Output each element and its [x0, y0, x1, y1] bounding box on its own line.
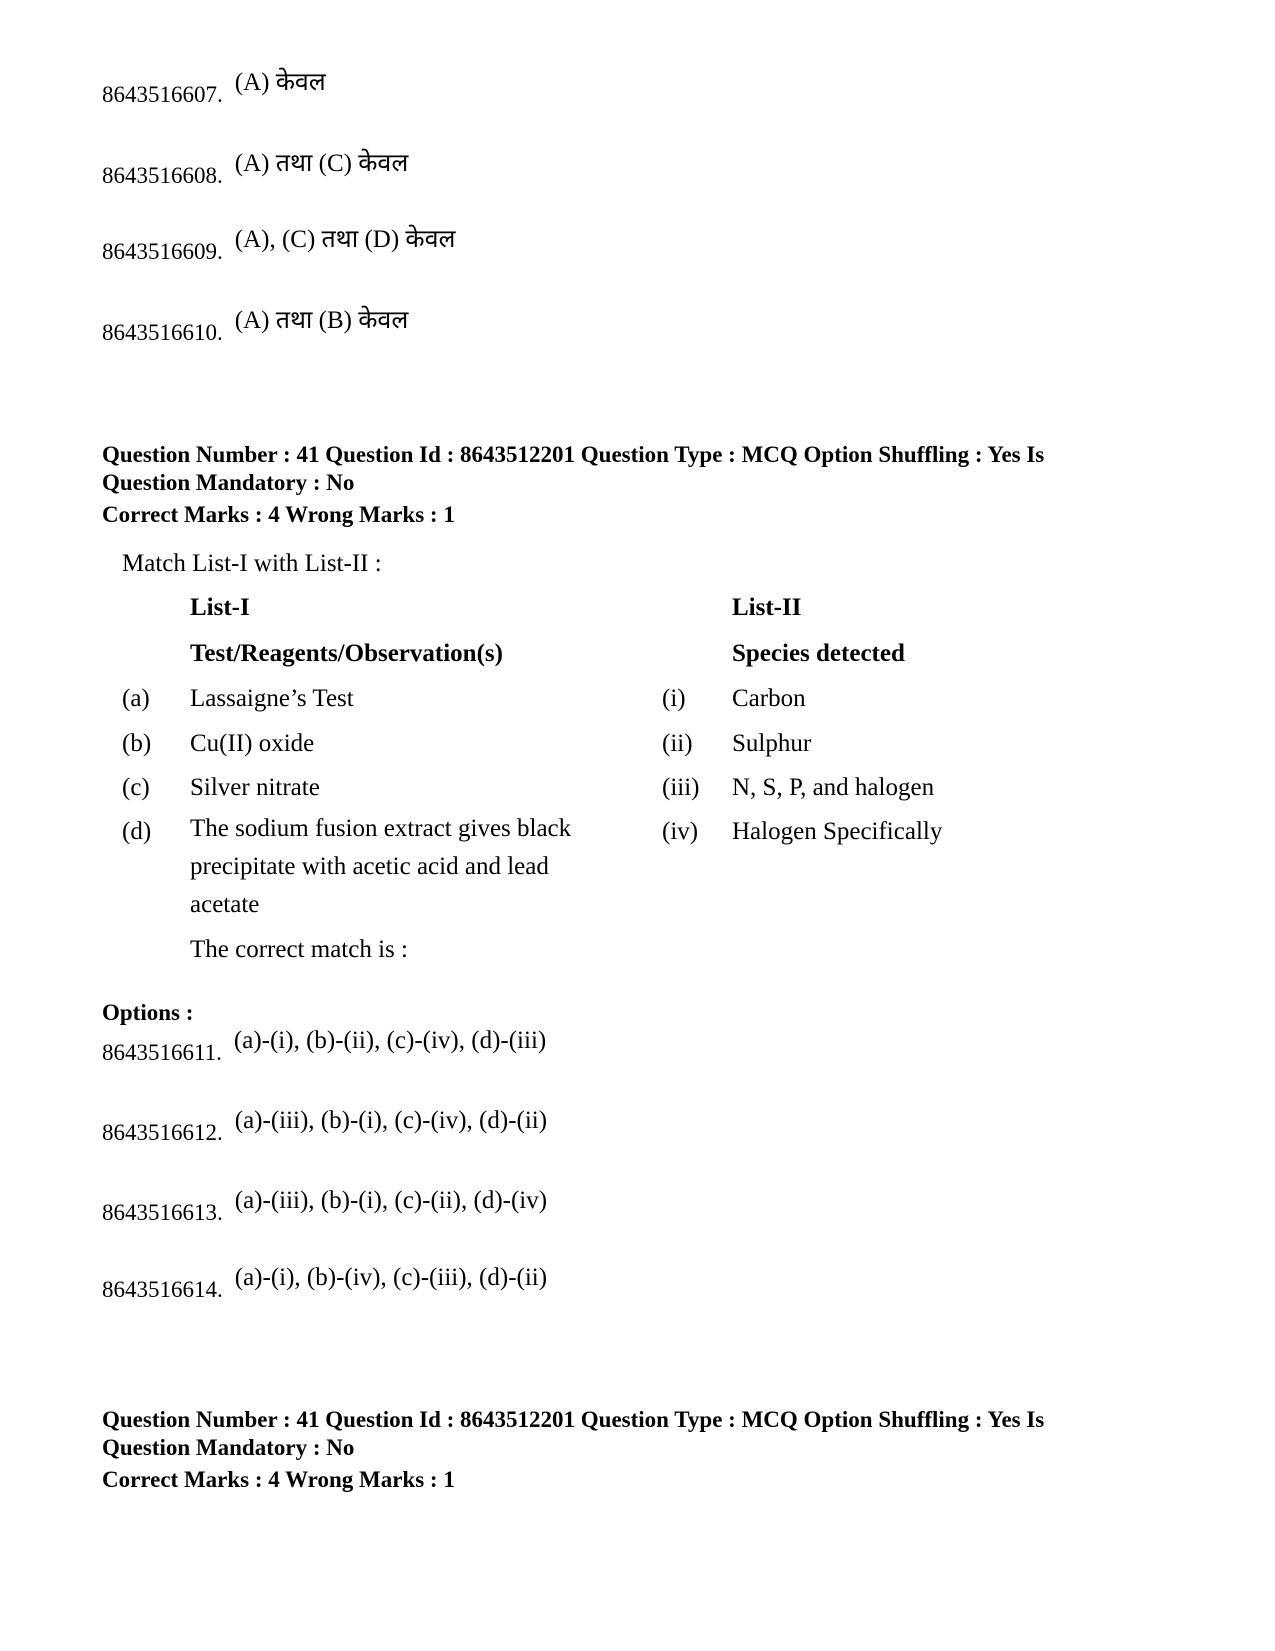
option-id: 8643516609.: [102, 239, 223, 264]
list1-label: (b): [122, 730, 152, 757]
option-id: 8643516608.: [102, 163, 223, 188]
question-mandatory-line: Question Mandatory : No: [102, 1435, 355, 1460]
list1-subtitle: Test/Reagents/Observation(s): [190, 640, 503, 667]
option-row[interactable]: [102, 226, 456, 265]
option-row[interactable]: [102, 1264, 548, 1303]
option-id: 8643516612.: [102, 1120, 223, 1145]
option-id: 8643516613.: [102, 1200, 223, 1225]
question-marks-line: Correct Marks : 4 Wrong Marks : 1: [102, 1467, 455, 1492]
option-text: (A) तथा (C) केवल: [234, 150, 409, 177]
option-text: (a)-(iii), (b)-(i), (c)-(iv), (d)-(ii): [234, 1107, 548, 1134]
option-text: (a)-(iii), (b)-(i), (c)-(ii), (d)-(iv): [234, 1187, 548, 1214]
list1-text: The sodium fusion extract gives black precipitate with acetic acid and lead acetate: [190, 815, 572, 918]
option-id: 8643516614.: [102, 1277, 223, 1302]
list2-label: (iii): [662, 774, 700, 801]
option-text: (A) केवल: [234, 69, 326, 96]
option-id: 8643516611.: [102, 1040, 222, 1065]
options-label: Options :: [102, 1000, 194, 1025]
option-text: (a)-(i), (b)-(ii), (c)-(iv), (d)-(iii): [233, 1027, 547, 1054]
match-title: Match List-I with List-II :: [122, 550, 382, 577]
question-meta-line: Question Number : 41 Question Id : 8643512201 Question Type : MCQ Option Shuffling : Yes Is: [102, 442, 1045, 467]
list1-label: (a): [122, 685, 150, 712]
list1-label: (d): [122, 818, 152, 845]
list1-text: Lassaigne’s Test: [190, 685, 354, 712]
list1-text: Cu(II) oxide: [190, 730, 315, 757]
option-text: (A), (C) तथा (D) केवल: [234, 226, 456, 253]
option-row[interactable]: [102, 1027, 547, 1066]
list2-title: List-II: [732, 594, 802, 621]
option-row[interactable]: [102, 69, 326, 108]
option-text: (A) तथा (B) केवल: [234, 307, 409, 334]
option-row[interactable]: [102, 150, 409, 189]
list2-subtitle: Species detected: [732, 640, 905, 667]
option-row[interactable]: [102, 307, 409, 346]
option-id: 8643516607.: [102, 82, 223, 107]
match-prompt: The correct match is :: [190, 936, 408, 963]
question-marks-line: Correct Marks : 4 Wrong Marks : 1: [102, 502, 455, 527]
question-mandatory-line: Question Mandatory : No: [102, 470, 355, 495]
list2-text: Carbon: [732, 685, 806, 712]
option-row[interactable]: [102, 1107, 548, 1146]
list2-text: Sulphur: [732, 730, 812, 757]
list1-text: Silver nitrate: [190, 774, 320, 801]
list2-text: N, S, P, and halogen: [732, 774, 935, 801]
question-header: [102, 441, 1182, 529]
question-meta-line: Question Number : 41 Question Id : 8643512201 Question Type : MCQ Option Shuffling : Yes Is: [102, 1407, 1045, 1432]
option-text: (a)-(i), (b)-(iv), (c)-(iii), (d)-(ii): [234, 1264, 548, 1291]
list2-label: (iv): [662, 818, 699, 845]
list2-text: Halogen Specifically: [732, 818, 943, 845]
option-id: 8643516610.: [102, 320, 223, 345]
question-header: [102, 1406, 1182, 1494]
option-row[interactable]: [102, 1187, 548, 1226]
list2-label: (ii): [662, 730, 693, 757]
list1-title: List-I: [190, 594, 250, 621]
list1-label: (c): [122, 774, 150, 801]
list2-label: (i): [662, 685, 686, 712]
